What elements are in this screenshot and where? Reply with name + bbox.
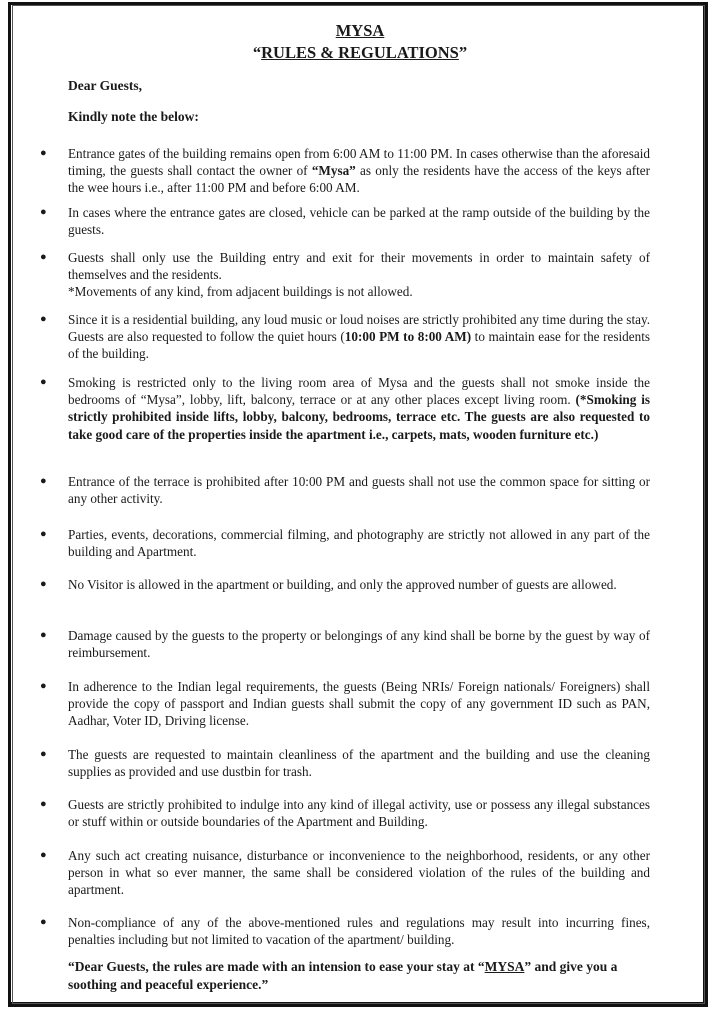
bullet-icon: ● <box>40 147 47 159</box>
bullet-icon: ● <box>40 680 47 692</box>
salutation: Dear Guests, <box>68 78 142 93</box>
intro-line: Kindly note the below: <box>68 109 199 124</box>
bullet-icon: ● <box>40 629 47 641</box>
bullet-icon: ● <box>40 748 47 760</box>
bullet-icon: ● <box>40 475 47 487</box>
bullet-icon: ● <box>40 206 47 218</box>
bullet-icon: ● <box>40 578 47 590</box>
closing-note: “Dear Guests, the rules are made with an intension to ease your stay at “MYSA” and give you a soothing and peaceful experience.” <box>68 959 618 992</box>
bullet-icon: ● <box>40 313 47 325</box>
bullet-icon: ● <box>40 528 47 540</box>
bullet-icon: ● <box>40 916 47 928</box>
bullet-icon: ● <box>40 251 47 263</box>
bullet-icon: ● <box>40 376 47 388</box>
title-rules-regulations: “RULES & REGULATIONS” <box>252 43 468 62</box>
title-mysa: MYSA <box>335 21 385 40</box>
bullet-icon: ● <box>40 798 47 810</box>
bullet-icon: ● <box>40 849 47 861</box>
